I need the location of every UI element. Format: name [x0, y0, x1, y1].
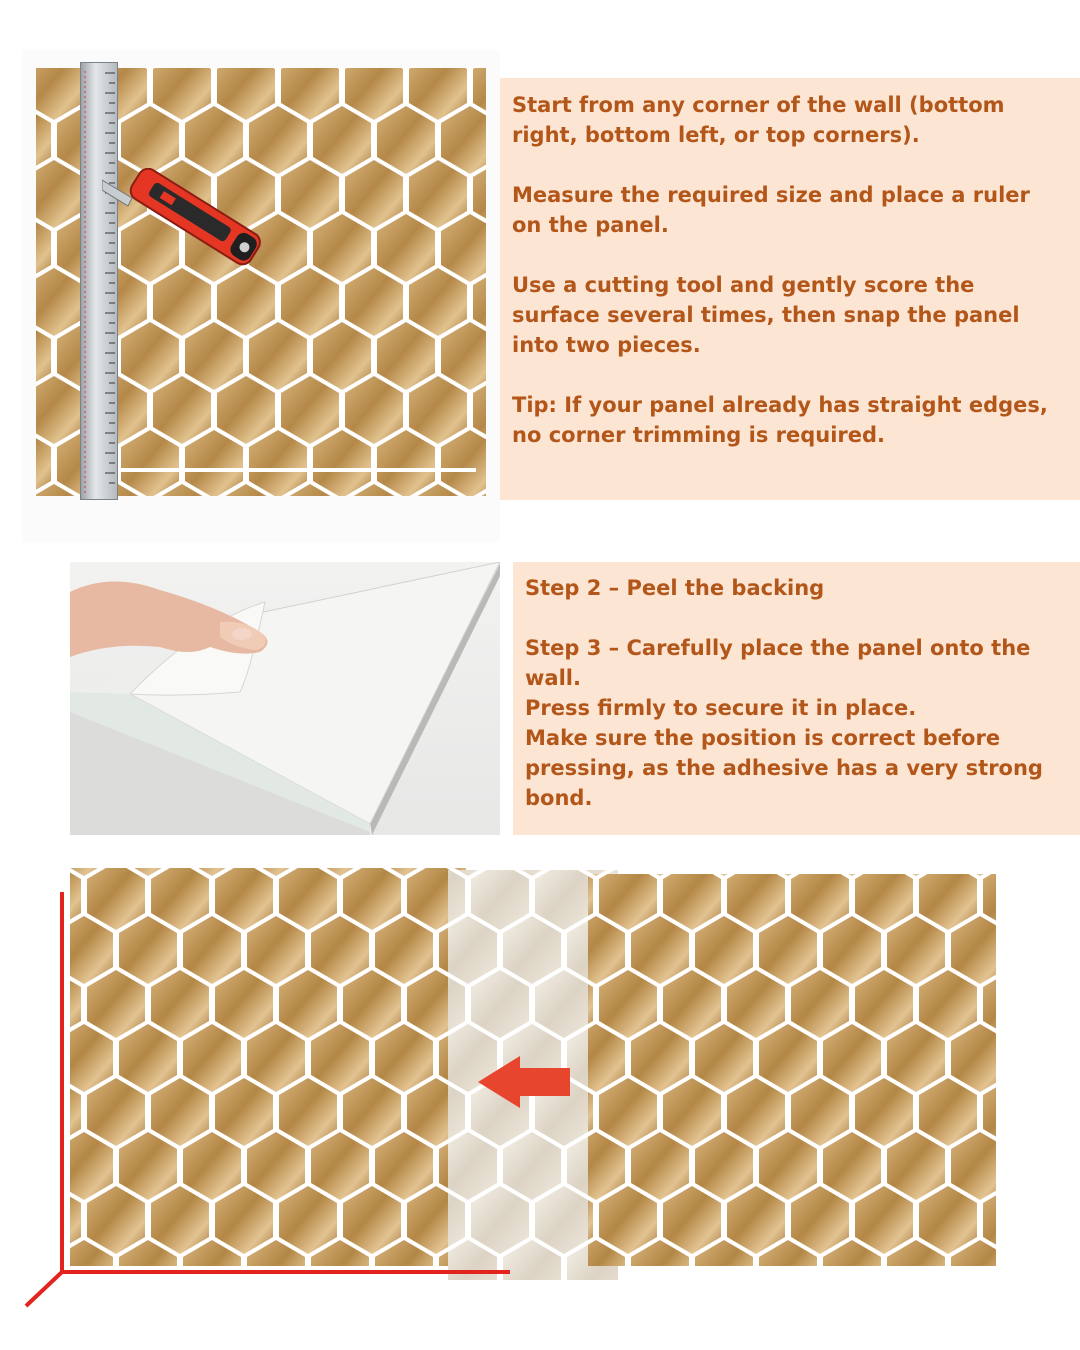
instruction-measure: Measure the required size and place a ruler on the panel.: [512, 183, 1030, 237]
step1-image: [22, 50, 500, 542]
step1-instructions: [500, 78, 1080, 500]
gold-panel-left: [70, 868, 466, 1266]
instruction-cut: Use a cutting tool and gently score the surface several times, then snap the panel into two pieces.: [512, 273, 1020, 357]
step2-text: Step 2 – Peel the backing: [525, 576, 825, 600]
step3-text: Step 3 – Carefully place the panel onto the wall. Press firmly to secure it in place. Make sure the position is correct before pressing, as the adhesive has a very strong bond.: [525, 636, 1043, 810]
placement-illustration: [20, 860, 1020, 1320]
instruction-tip: Tip: If your panel already has straight edges, no corner trimming is required.: [512, 393, 1048, 447]
instruction-corner: Start from any corner of the wall (bottom right, bottom left, or top corners).: [512, 93, 1005, 147]
hand-peeling-backing-photo: [70, 562, 500, 835]
gold-panel-right: [588, 874, 996, 1266]
utility-knife-icon: [102, 168, 282, 278]
step23-instructions: [513, 562, 1080, 835]
ruler-icon: [80, 62, 118, 500]
